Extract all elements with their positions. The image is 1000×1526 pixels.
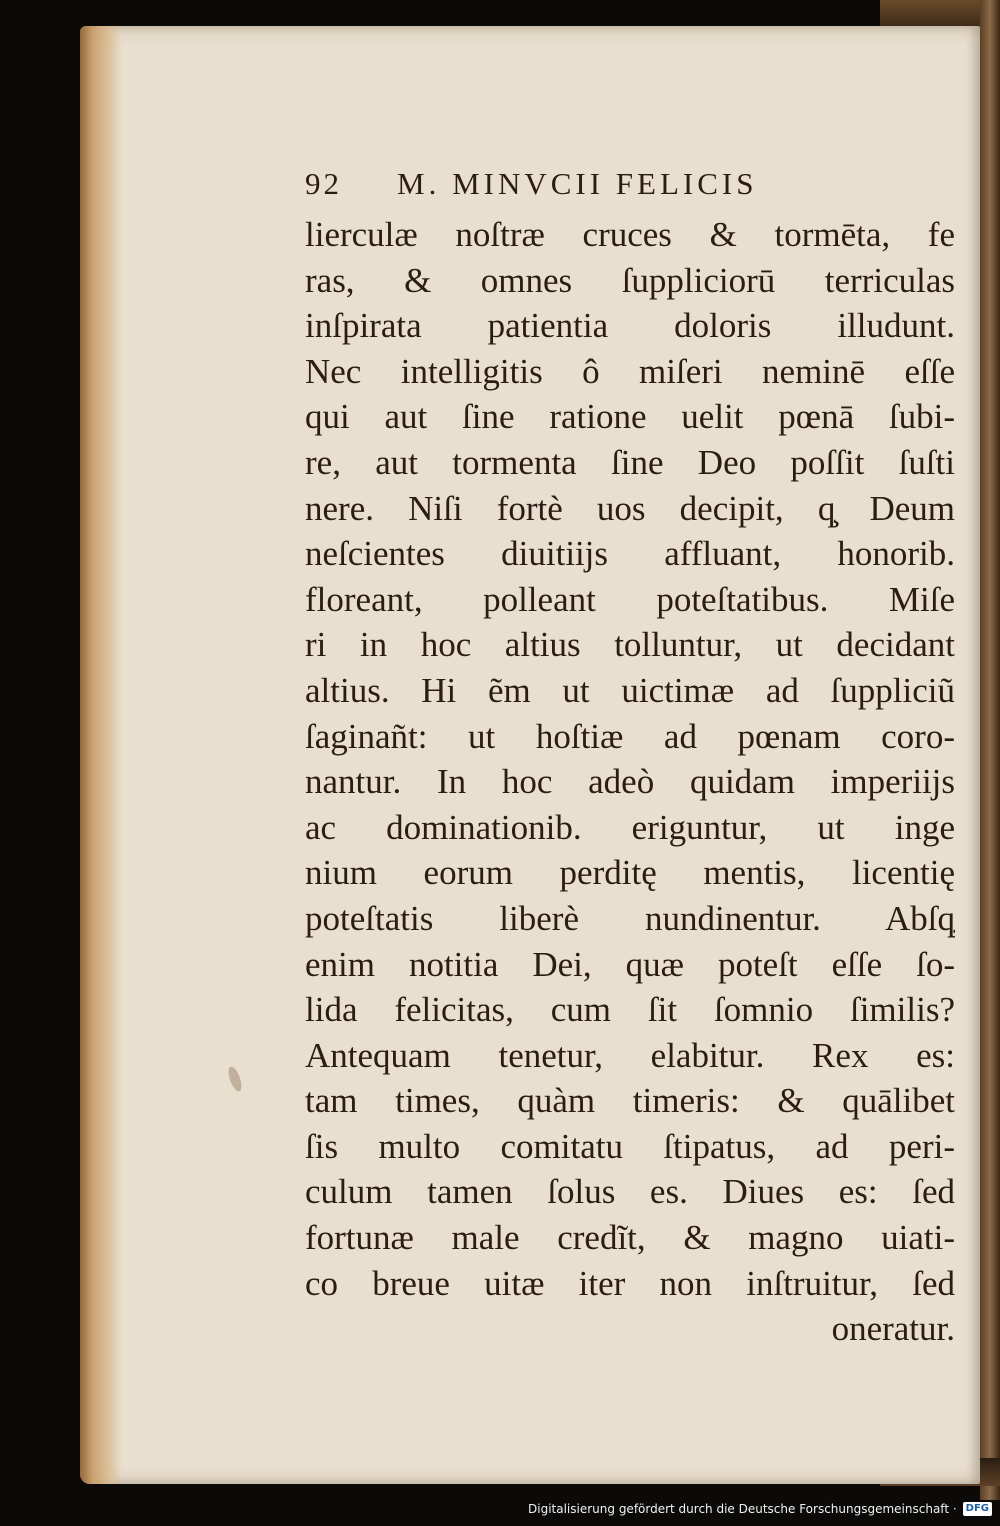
page-number: 92 [305,166,342,201]
credit-text: Digitalisierung gefördert durch die Deutsche Forschungsgemeinschaft · [528,1502,957,1516]
text-line: inſpirata patientia doloris illudunt. [305,306,955,346]
paper-stain [226,1065,244,1093]
text-block [305,166,955,1352]
text-line: nantur. In hoc adeò quidam imperiĳs [305,762,955,802]
text-line: re, aut tormenta ſine Deo poſſit ſuſti [305,442,955,482]
facing-page-edge [980,0,1000,1500]
text-line: lierculæ noſtræ cruces & tormēta, fe [305,215,955,254]
gilded-edge [80,26,122,1484]
text-line: culum tamen ſolus es. Diues es: ſed [305,1172,955,1212]
text-line: nium eorum perditę mentis, licentię [305,853,955,893]
catchword-line: oneratur. [831,1309,955,1349]
text-line: ſaginañt: ut hoſtiæ ad pœnam coro- [305,716,955,756]
dfg-logo: DFG [963,1502,992,1516]
digitization-credit [528,1496,992,1522]
text-line: Antequam tenetur, elabitur. Rex es: [305,1035,955,1075]
text-line: neſcientes diuitiĳs affluant, honorib. [305,534,955,574]
text-line: nere. Niſi fortè uos decipit, q̧ Deum [305,488,955,528]
text-line: enim notitia Dei, quæ poteſt eſſe ſo- [305,944,955,984]
text-line: ras, & omnes ſuppliciorū terriculas [305,260,955,300]
text-line: fortunæ male credĩt, & magno uiati- [305,1218,955,1258]
book-page [80,26,980,1484]
text-line: co breue uitæ iter non inſtruitur, ſed [305,1263,955,1303]
running-head [305,166,955,212]
text-line: ſis multo comitatu ſtipatus, ad peri- [305,1126,955,1166]
text-line: lida felicitas, cum ſit ſomnio ſimilis? [305,990,955,1030]
running-title: M. MINVCII FELICIS [397,166,758,201]
text-line: ac dominationib. eriguntur, ut inge [305,807,955,847]
text-line: poteſtatis liberè nundinentur. Abſq̧ [305,898,955,938]
text-line: ri in hoc altius tolluntur, ut decidant [305,625,955,665]
text-line: tam times, quàm timeris: & quālibet [305,1081,955,1121]
text-line: altius. Hi ẽm ut uictimæ ad ſuppliciũ [305,670,955,710]
text-line: Nec intelligitis ô miſeri neminē eſſe [305,351,955,391]
text-line: qui aut ſine ratione uelit pœnā ſubi- [305,397,955,437]
text-line: floreant, polleant poteſtatibus. Miſe [305,579,955,619]
